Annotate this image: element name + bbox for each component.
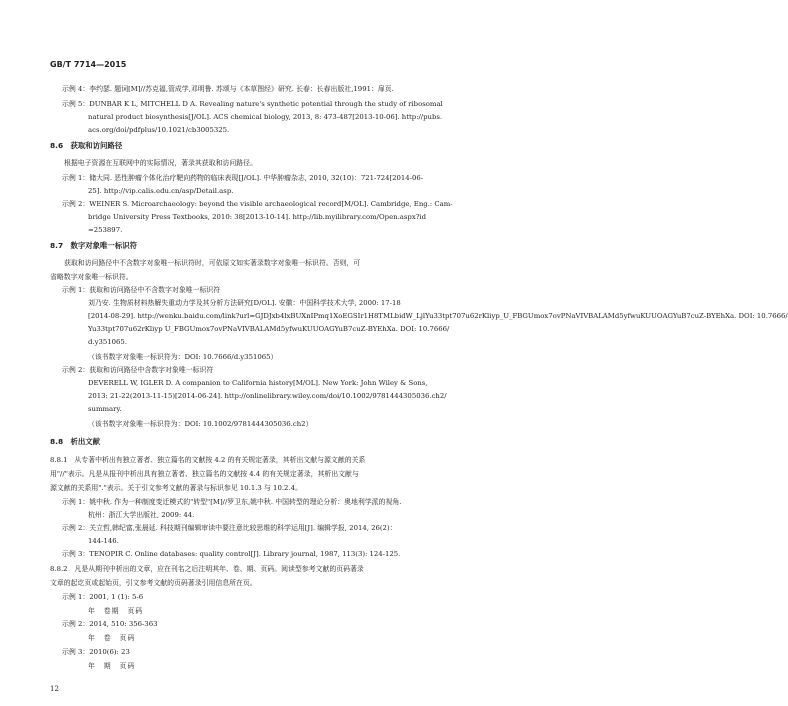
section-heading: 8.7 数字对象唯一标识符 — [50, 241, 137, 250]
text-line: 示例 5：DUNBAR K L, MITCHELL D A. Revealing nature's synthetic potential through the study of ribosomal — [62, 100, 443, 108]
text-line: DEVERELL W, IGLER D. A companion to California history[M/OL]. New York: John Wiley & Sons, — [88, 379, 428, 387]
text-line: natural product biosynthesis[J/OL]. ACS chemical biology, 2013, 8: 473-487[2013-10-06]. http://pubs. — [88, 113, 443, 121]
text-line: 示例 3：TENOPIR C. Online databases: quality control[J]. Library journal, 1987, 113(3): 124-125. — [62, 550, 401, 558]
text-line: （该书数字对象唯一标识符为：DOI: 10.1002/9781444305036.ch2） — [88, 420, 313, 428]
text-line: 示例 2：关立哲,韩纪富,张晨延. 科技期刊编辑审读中要注意比较思维的科学运用[J]. 编辑学报, 2014, 26(2)： — [62, 524, 397, 532]
text-line: 示例 1：2001, 1 (1): 5-6 — [62, 593, 144, 601]
text-line: [2014-08-29]. http://wenku.baidu.com/link?url=GJDJxb4lxBUXnIPmq1XoEGSIr1H8TMLbidW_LjlYu33tpt707u62rKliyp_U_FBGUmox7ovPNaVIVBALAMd5yfwuKUUOAGYuB7cuZ-BYEhXa. DOI: 10.7666/ — [88, 312, 788, 320]
text-line: bridge University Press Textbooks, 2010: 38[2013-10-14]. http://lib.myilibrary.com/Open.aspx?id — [88, 213, 427, 221]
text-line: 示例 2：2014, 510: 356-363 — [62, 620, 158, 628]
text-line: 年 卷期 页码 — [88, 607, 144, 615]
text-line: 杭州：浙江大学出版社, 2009: 44. — [88, 511, 195, 519]
text-line: 2013: 21-22(2013-11-15)[2014-06-24]. http://onlinelibrary.wiley.com/doi/10.1002/9781444305036.ch2/ — [88, 392, 447, 400]
text-line: 根据电子资源在互联网中的实际情况，著录其获取和访问路径。 — [64, 159, 257, 167]
page-number: 12 — [50, 685, 59, 693]
text-line: d.y351065. — [88, 338, 127, 346]
text-line: 源文献的关系用"."表示。关于引文参考文献的著录与标识参见 10.1.3 与 10.2.4。 — [50, 484, 302, 492]
text-line: 示例 3：2010(6): 23 — [62, 648, 130, 656]
text-line: 获取和访问路径中不含数字对象唯一标识符时，可依原文如实著录数字对象唯一标识符。否则，可 — [64, 259, 361, 267]
text-line: （该书数字对象唯一标识符为：DOI: 10.7666/d.y351065） — [88, 353, 278, 361]
text-line: 年 卷 页码 — [88, 634, 136, 642]
text-line: 示例 1：姚中秋. 作为一种制度变迁模式的"转型"[M]//罗卫东,姚中秋. 中国转型的理论分析：奥地利学派的视角. — [62, 498, 402, 506]
section-heading: 8.6 获取和访问路径 — [50, 141, 123, 150]
text-line: 25]. http://vip.calis.edu.cn/asp/Detail.asp. — [88, 187, 234, 195]
text-line: Yu33tpt707u62rKliyp U_FBGUmox7ovPNaVIVBALAMd5yfwuKUUOAGYuB7cuZ-BYEhXa. DOI: 10.7666/ — [88, 325, 450, 333]
text-line: 示例 1：获取和访问路径中不含数字对象唯一标识符 — [62, 286, 221, 294]
text-line: 示例 1：储大同. 恶性肿瘤个体化治疗靶向药物的临床表现[J/OL]. 中华肿瘤杂志, 2010, 32(10)：721-724[2014-06- — [62, 174, 424, 182]
text-line: 8.8.1 从专著中析出有独立著者、独立篇名的文献按 4.2 的有关规定著录，其析出文献与源文献的关系 — [50, 456, 366, 464]
text-line: 144-146. — [88, 537, 119, 545]
standard-code: GB/T 7714—2015 — [50, 60, 127, 69]
text-line: 用"//"表示。凡是从报刊中析出具有独立著者、独立篇名的文献按 4.4 的有关规定著录，其析出文献与 — [50, 470, 359, 478]
section-heading: 8.8 析出文献 — [50, 437, 101, 446]
text-line: =253897. — [88, 226, 123, 234]
text-line: 示例 4：李约瑟. 题词[M]//苏克福,管成学,邓明鲁. 苏颂与《本草图经》研究. 长春：长春出版社,1991：扉页. — [62, 85, 394, 93]
text-line: acs.org/doi/pdfplus/10.1021/cb3005325. — [88, 126, 230, 134]
text-line: 文章的起讫页或起始页，引文参考文献的页码著录引用信息所在页。 — [50, 579, 257, 587]
text-line: 年 期 页码 — [88, 662, 136, 670]
text-line: 示例 2：WEINER S. Microarchaeology: beyond the visible archaeological record[M/OL]. Cambridge, Eng.: Cam- — [62, 200, 453, 208]
text-line: 示例 2：获取和访问路径中含数字对象唯一标识符 — [62, 366, 214, 374]
text-line: 刘乃安. 生物质材料热解失重动力学及其分析方法研究[D/OL]. 安徽：中国科学技术大学, 2000: 17-18 — [88, 299, 401, 307]
text-line: summary. — [88, 405, 122, 413]
text-line: 省略数字对象唯一标识符。 — [50, 273, 133, 281]
text-line: 8.8.2 凡是从期刊中析出的文章，应在刊名之后注明其年、卷、期、页码。阅读型参考文献的页码著录 — [50, 565, 364, 573]
